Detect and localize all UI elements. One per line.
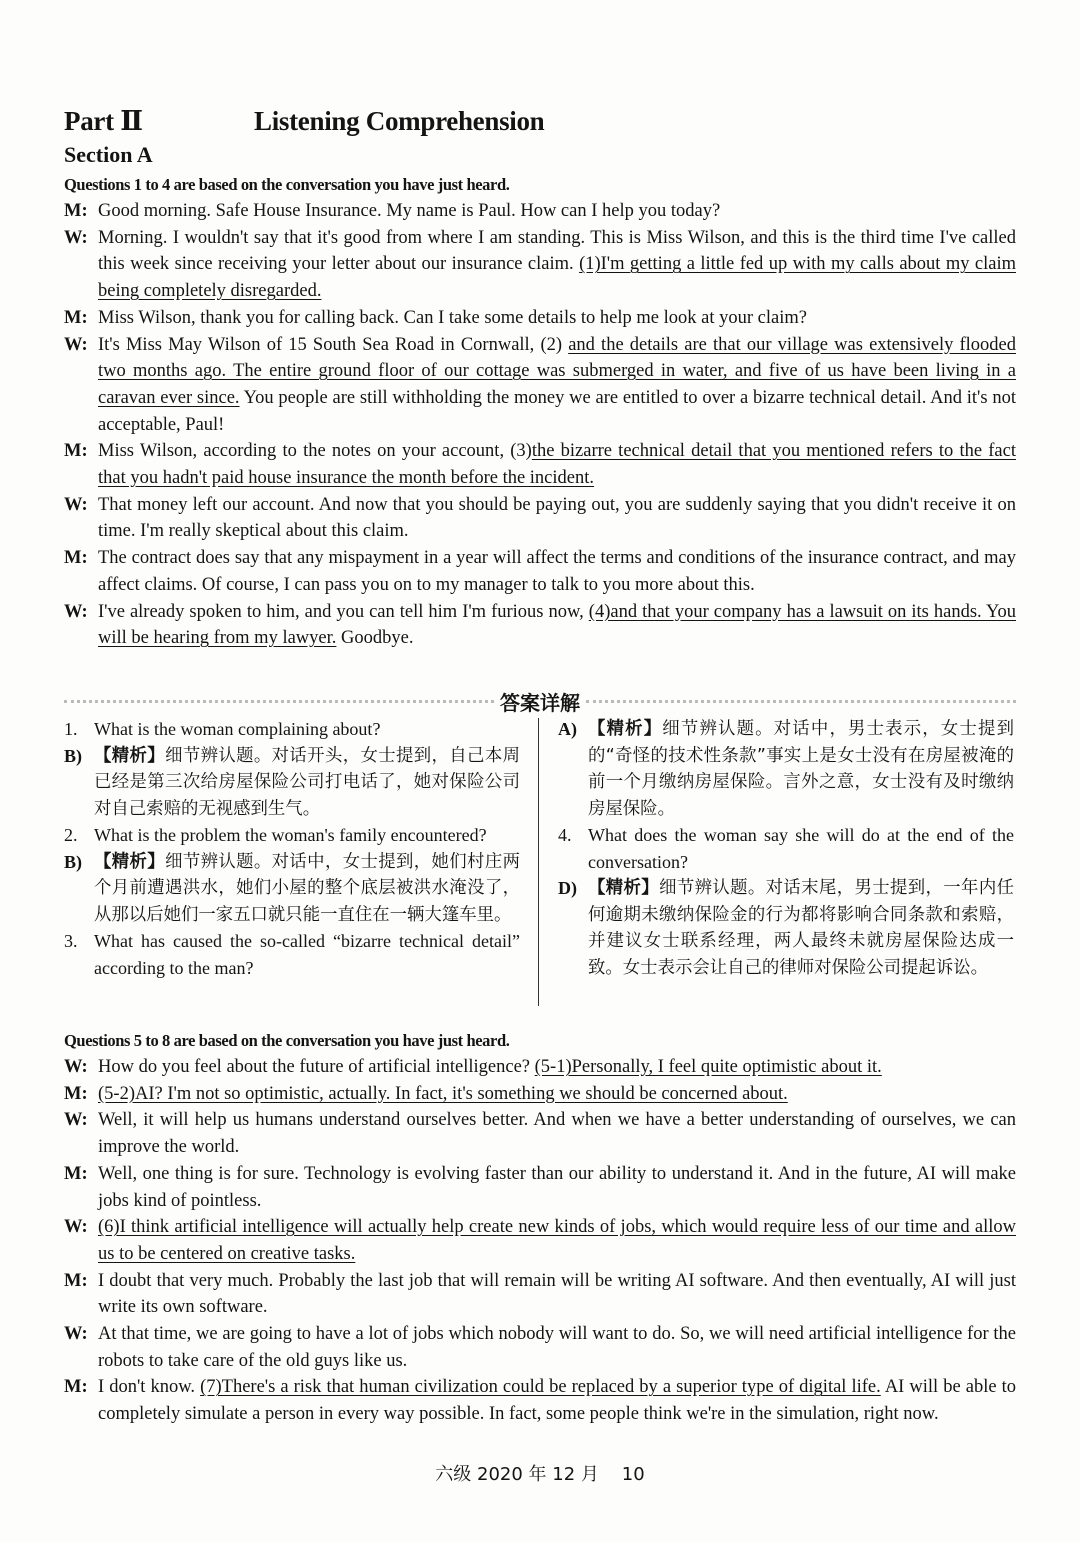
conversation-one-heading: Questions 1 to 4 are based on the conversation you have just heard.: [64, 175, 510, 194]
answers-left-column: [64, 716, 520, 981]
answer-explanation: [64, 849, 520, 929]
explanation-text: 细节辨认题。对话末尾，男士提到，一年内任何逾期未缴纳保险金的行为都将影响合同条款和索赔，并建议女士联系经理，两人最终未就房屋保险达成一致。女士表示会让自己的律师对保险公司提起诉讼。: [588, 878, 1014, 978]
answer-letter: B): [64, 745, 82, 766]
question-text: What is the problem the woman's family encountered?: [94, 825, 487, 845]
speaker-label: M:: [64, 1377, 88, 1398]
turn-text: At that time, we are going to have a lot of jobs which nobody will want to do. So, we will need artificial intelligence for the robots to take care of the old guys like us.: [98, 1324, 1016, 1371]
turn-text: I doubt that very much. Probably the last job that will remain will be writing AI software. And then eventually, AI will just write its own software.: [98, 1270, 1016, 1318]
dialogue-turn: [64, 492, 1016, 545]
question-text: What is the woman complaining about?: [94, 719, 381, 739]
question-number: 3.: [64, 931, 78, 951]
underlined-key-sentence: (5-2)AI? I'm not so optimistic, actually. In fact, it's something we should be concerned about.: [98, 1083, 788, 1104]
dialogue-turn: [64, 1268, 1016, 1321]
dialogue-turn: [64, 438, 1016, 491]
question-number: 2.: [64, 825, 78, 845]
dialogue-turn: [64, 332, 1016, 439]
speaker-label: M:: [64, 548, 88, 569]
answer-explanation: [64, 743, 520, 823]
answer-letter: B): [64, 851, 82, 872]
analysis-tag: 【精析】: [94, 851, 166, 872]
dialogue-turn: [64, 1161, 1016, 1214]
turn-text: You people are still withholding the money we are entitled to over a bizarre technical detail. And it's not acceptable, Paul!: [98, 387, 1016, 435]
speaker-label: W:: [64, 334, 88, 355]
question-text: What does the woman say she will do at the end of the conversation?: [588, 825, 1014, 872]
turn-text: Well, it will help us humans understand ourselves better. And when we have a better understanding of ourselves, we can improve the world.: [98, 1110, 1016, 1158]
explanation-text: 细节辨认题。对话中，男士表示，女士提到的“奇怪的技术性条款”事实上是女士没有在房屋被淹的前一个月缴纳房屋保险。言外之意，女士没有及时缴纳房屋保险。: [588, 719, 1014, 819]
speaker-label: M:: [64, 1163, 88, 1184]
speaker-label: M:: [64, 1270, 88, 1291]
underlined-key-sentence: and the details are that our village was extensively flooded two months ago. The entire ground floor of our cottage was submerged in water, and five of us have been living in a caravan ever since.: [98, 334, 1016, 408]
answer-letter: D): [558, 878, 577, 898]
speaker-label: W:: [64, 1217, 88, 1238]
underlined-key-sentence: (1)I'm getting a little fed up with my calls about my claim being completely disregarded.: [98, 254, 1016, 302]
speaker-label: W:: [64, 1057, 88, 1077]
underlined-key-sentence: (7)There's a risk that human civilization could be replaced by a superior type of digital life.: [200, 1377, 881, 1398]
speaker-label: W:: [64, 1110, 88, 1131]
part-label: Part Ⅱ: [64, 106, 143, 136]
question-number: 1.: [64, 719, 78, 739]
explanation-text: 细节辨认题。对话开头，女士提到，自己本周已经是第三次给房屋保险公司打电话了，她对保险公司对自己索赔的无视感到生气。: [94, 745, 520, 819]
turn-text: That money left our account. And now that you should be paying out, you are suddenly saying that you didn't receive it on time. I'm really skeptical about this claim.: [98, 494, 1016, 542]
turn-text: Miss Wilson, according to the notes on your account, (3): [98, 441, 532, 462]
dialogue-turn: [64, 1321, 1016, 1374]
conversation-two: [64, 1028, 1016, 1428]
column-divider: [538, 718, 539, 1006]
turn-text: Goodbye.: [336, 628, 414, 649]
conversation-two-heading: Questions 5 to 8 are based on the conversation you have just heard.: [64, 1031, 510, 1050]
analysis-tag: 【精析】: [588, 719, 663, 739]
analysis-tag: 【精析】: [94, 745, 166, 766]
speaker-label: W:: [64, 601, 88, 622]
speaker-label: W:: [64, 227, 88, 248]
dialogue-turn: [64, 305, 1016, 332]
underlined-key-sentence: (6)I think artificial intelligence will actually help create new kinds of jobs, which would require less of our time and allow us to be centered on creative tasks.: [98, 1217, 1016, 1264]
dialogue-turn: [64, 545, 1016, 598]
speaker-label: W:: [64, 1324, 88, 1345]
analysis-tag: 【精析】: [588, 878, 660, 898]
part-title: [64, 106, 544, 137]
turn-text: Well, one thing is for sure. Technology is evolving faster than our ability to understand it. And in the future, AI will make jobs kind of pointless.: [98, 1163, 1016, 1211]
speaker-label: M:: [64, 307, 88, 328]
underlined-key-sentence: (5-1)Personally, I feel quite optimistic about it.: [534, 1057, 882, 1077]
divider-line: [64, 700, 494, 703]
section-title: Section A: [64, 142, 153, 167]
question-item: [64, 928, 520, 981]
turn-text: Good morning. Safe House Insurance. My name is Paul. How can I help you today?: [98, 201, 721, 221]
dialogue-turn: [64, 1081, 1016, 1108]
question-item: [558, 822, 1014, 875]
dialogue-turn: [64, 198, 1016, 225]
page-footer: 六级 2020 年 12 月 10: [435, 1464, 645, 1485]
part-name: Listening Comprehension: [254, 106, 545, 136]
turn-text: Morning. I wouldn't say that it's good from where I am standing. This is Miss Wilson, and this is the third time I've called this week since receiving your letter about our insurance claim.: [98, 227, 1016, 275]
divider-line: [586, 700, 1016, 703]
underlined-key-sentence: the bizarre technical detail that you mentioned refers to the fact that you hadn't paid house insurance the month before the incident.: [98, 441, 1016, 489]
answers-heading: 答案详解: [500, 690, 580, 715]
speaker-label: W:: [64, 494, 88, 515]
dialogue-turn: [64, 225, 1016, 305]
dialogue-turn: [64, 599, 1016, 652]
turn-text: Miss Wilson, thank you for calling back. Can I take some details to help me look at your claim?: [98, 307, 807, 328]
dialogue-turn: [64, 1107, 1016, 1160]
turn-text: I've already spoken to him, and you can tell him I'm furious now,: [98, 601, 589, 622]
underlined-key-sentence: (4)and that your company has a lawsuit on its hands. You will be hearing from my lawyer.: [98, 601, 1016, 649]
speaker-label: M:: [64, 441, 88, 462]
speaker-label: M:: [64, 201, 88, 221]
turn-text: It's Miss May Wilson of 15 South Sea Road in Cornwall, (2): [98, 334, 569, 355]
speaker-label: M:: [64, 1083, 88, 1104]
answers-divider: [64, 688, 1016, 714]
question-item: [64, 822, 520, 849]
turn-text: The contract does say that any mispayment in a year will affect the terms and conditions of the insurance contract, and may affect claims. Of course, I can pass you on to my manager to talk to you more about this.: [98, 548, 1016, 595]
turn-text: AI will be able to completely simulate a person in every way possible. In fact, some people think we're in the simulation, right now.: [98, 1377, 1016, 1425]
dialogue-turn: [64, 1214, 1016, 1267]
answers-right-column: [558, 716, 1014, 981]
dialogue-turn: [64, 1374, 1016, 1427]
answer-letter: A): [558, 719, 577, 739]
question-text: What has caused the so-called “bizarre technical detail” according to the man?: [94, 931, 520, 978]
answer-explanation: [558, 716, 1014, 822]
question-item: [64, 716, 520, 743]
dialogue-turn: [64, 1054, 1016, 1081]
explanation-text: 细节辨认题。对话中，女士提到，她们村庄两个月前遭遇洪水，她们小屋的整个底层被洪水淹没了，从那以后她们一家五口就只能一直住在一辆大篷车里。: [94, 851, 520, 925]
answer-explanation: [558, 875, 1014, 981]
turn-text: How do you feel about the future of artificial intelligence?: [98, 1057, 535, 1077]
turn-text: I don't know.: [98, 1377, 201, 1398]
question-number: 4.: [558, 825, 572, 845]
conversation-one: [64, 172, 1016, 652]
